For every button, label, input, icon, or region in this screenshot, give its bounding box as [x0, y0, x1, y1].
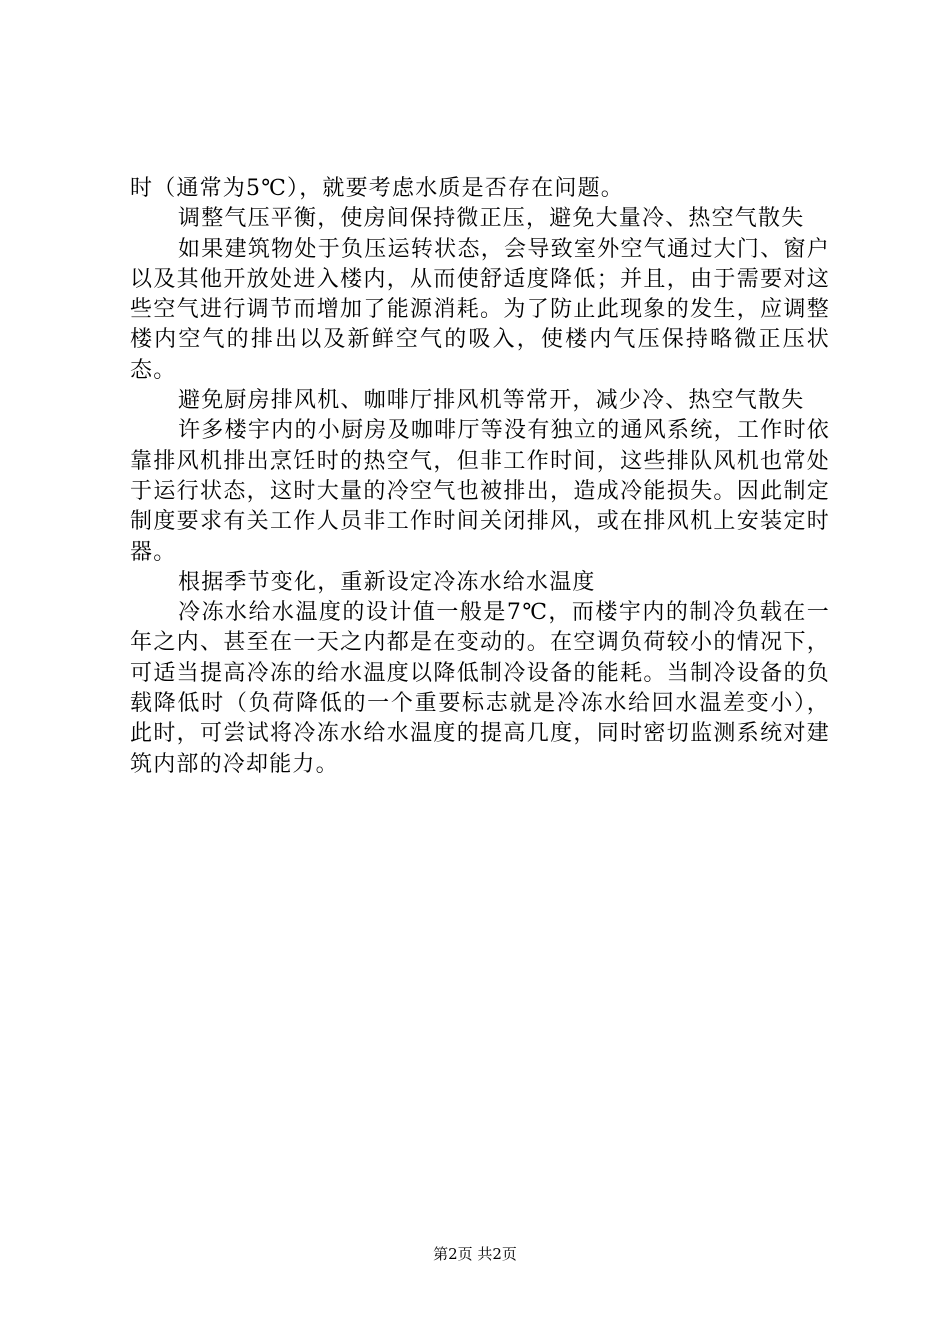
section-heading-chilled-water: 根据季节变化，重新设定冷冻水给水温度 [178, 569, 596, 595]
document-body [130, 174, 830, 780]
paragraph-continuation: 时（通常为5℃），就要考虑水质是否存在问题。 [130, 176, 625, 201]
section-heading-pressure-balance: 调整气压平衡，使房间保持微正压，避免大量冷、热空气散失 [178, 206, 805, 232]
paragraph-pressure-balance: 如果建筑物处于负压运转状态，会导致室外空气通过大门、窗户以及其他开放处进入楼内，从而使舒适度降低；并且，由于需要对这些空气进行调节而增加了能源消耗。为了防止此现象的发生，应调整楼内空气的排出以及新鲜空气的吸入，使楼内气压保持略微正压状态。 [130, 236, 830, 383]
paragraph-exhaust-fans: 许多楼宇内的小厨房及咖啡厅等没有独立的通风系统，工作时依靠排风机排出烹饪时的热空气，但非工作时间，这些排队风机也常处于运行状态，这时大量的冷空气也被排出，造成冷能损失。因此制定制度要求有关工作人员非工作时间关闭排风，或在排风机上安装定时器。 [130, 418, 830, 565]
paragraph-chilled-water: 冷冻水给水温度的设计值一般是7℃，而楼宇内的制冷负载在一年之内、甚至在一天之内都是在变动的。在空调负荷较小的情况下，可适当提高冷冻的给水温度以降低制冷设备的能耗。当制冷设备的负载降低时（负荷降低的一个重要标志就是冷冻水给回水温差变小），此时，可尝试将冷冻水给水温度的提高几度，同时密切监测系统对建筑内部的冷却能力。 [130, 600, 830, 777]
section-heading-exhaust-fans: 避免厨房排风机、咖啡厅排风机等常开，减少冷、热空气散失 [178, 388, 805, 414]
page-footer: 第2页 共2页 [433, 1245, 517, 1263]
